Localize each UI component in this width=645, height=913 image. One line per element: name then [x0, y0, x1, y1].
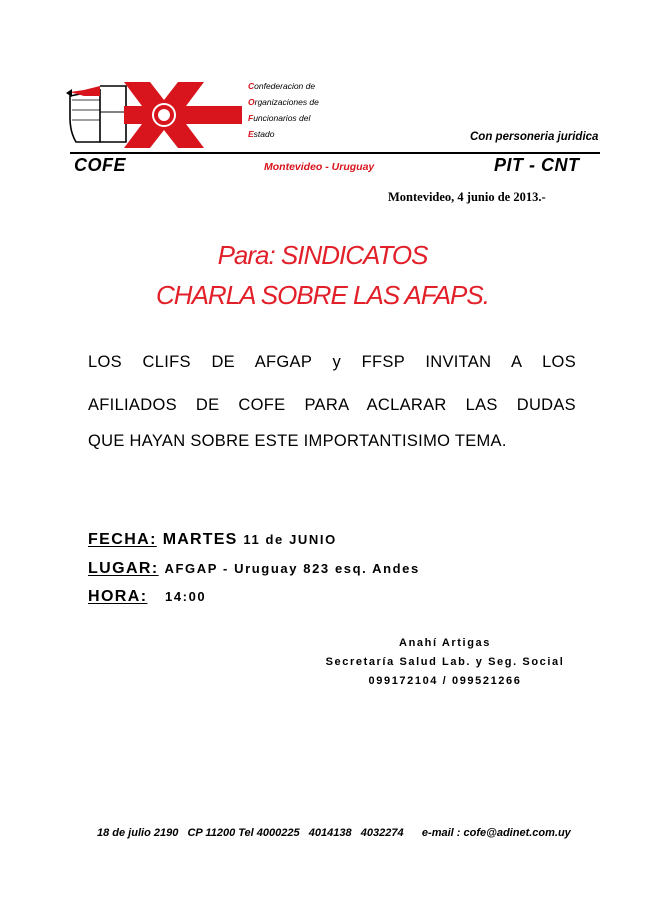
fecha-date: 11 de JUNIO [243, 532, 337, 547]
fecha-label: FECHA: [88, 531, 157, 548]
signer-phones: 099172104 / 099521266 [368, 675, 522, 687]
fecha-day: MARTES [162, 531, 238, 548]
event-time [88, 588, 206, 606]
signer-name: Anahí Artigas [399, 637, 491, 649]
federation-name: PIT - CNT [494, 155, 580, 175]
org-acronym: COFE [74, 155, 127, 175]
header-divider [70, 152, 600, 154]
org-line: Confederacion de [248, 81, 316, 91]
org-location: Montevideo - Uruguay [264, 161, 375, 173]
body-line: AFILIADOS DE COFE PARA ACLARAR LAS DUDAS [88, 396, 576, 414]
legal-status: Con personeria juridica [470, 131, 599, 143]
headline-topic: CHARLA SOBRE LAS AFAPS. [156, 280, 489, 310]
org-line: Funcionarios del [248, 113, 311, 123]
org-line: Estado [248, 129, 275, 139]
lugar-label: LUGAR: [88, 560, 159, 577]
body-line: LOS CLIFS DE AFGAP y FFSP INVITAN A LOS [88, 353, 576, 371]
lugar-value: AFGAP - Uruguay 823 esq. Andes [164, 561, 420, 576]
headline-recipient: Para: SINDICATOS [217, 240, 428, 270]
cofe-logo [66, 72, 246, 150]
contact-footer: 18 de julio 2190 CP 11200 Tel 4000225 4014138 4032274 e-mail : cofe@adinet.com.uy [97, 827, 571, 839]
signer-role: Secretaría Salud Lab. y Seg. Social [325, 656, 565, 668]
org-line: Organizaciones de [248, 97, 319, 107]
event-place [88, 560, 420, 578]
document-date: Montevideo, 4 junio de 2013.- [388, 190, 546, 204]
event-date [88, 531, 337, 549]
body-line: QUE HAYAN SOBRE ESTE IMPORTANTISIMO TEMA. [88, 432, 507, 450]
hora-label: HORA: [88, 588, 148, 605]
hora-value: 14:00 [164, 589, 207, 604]
organization-name [248, 78, 319, 142]
